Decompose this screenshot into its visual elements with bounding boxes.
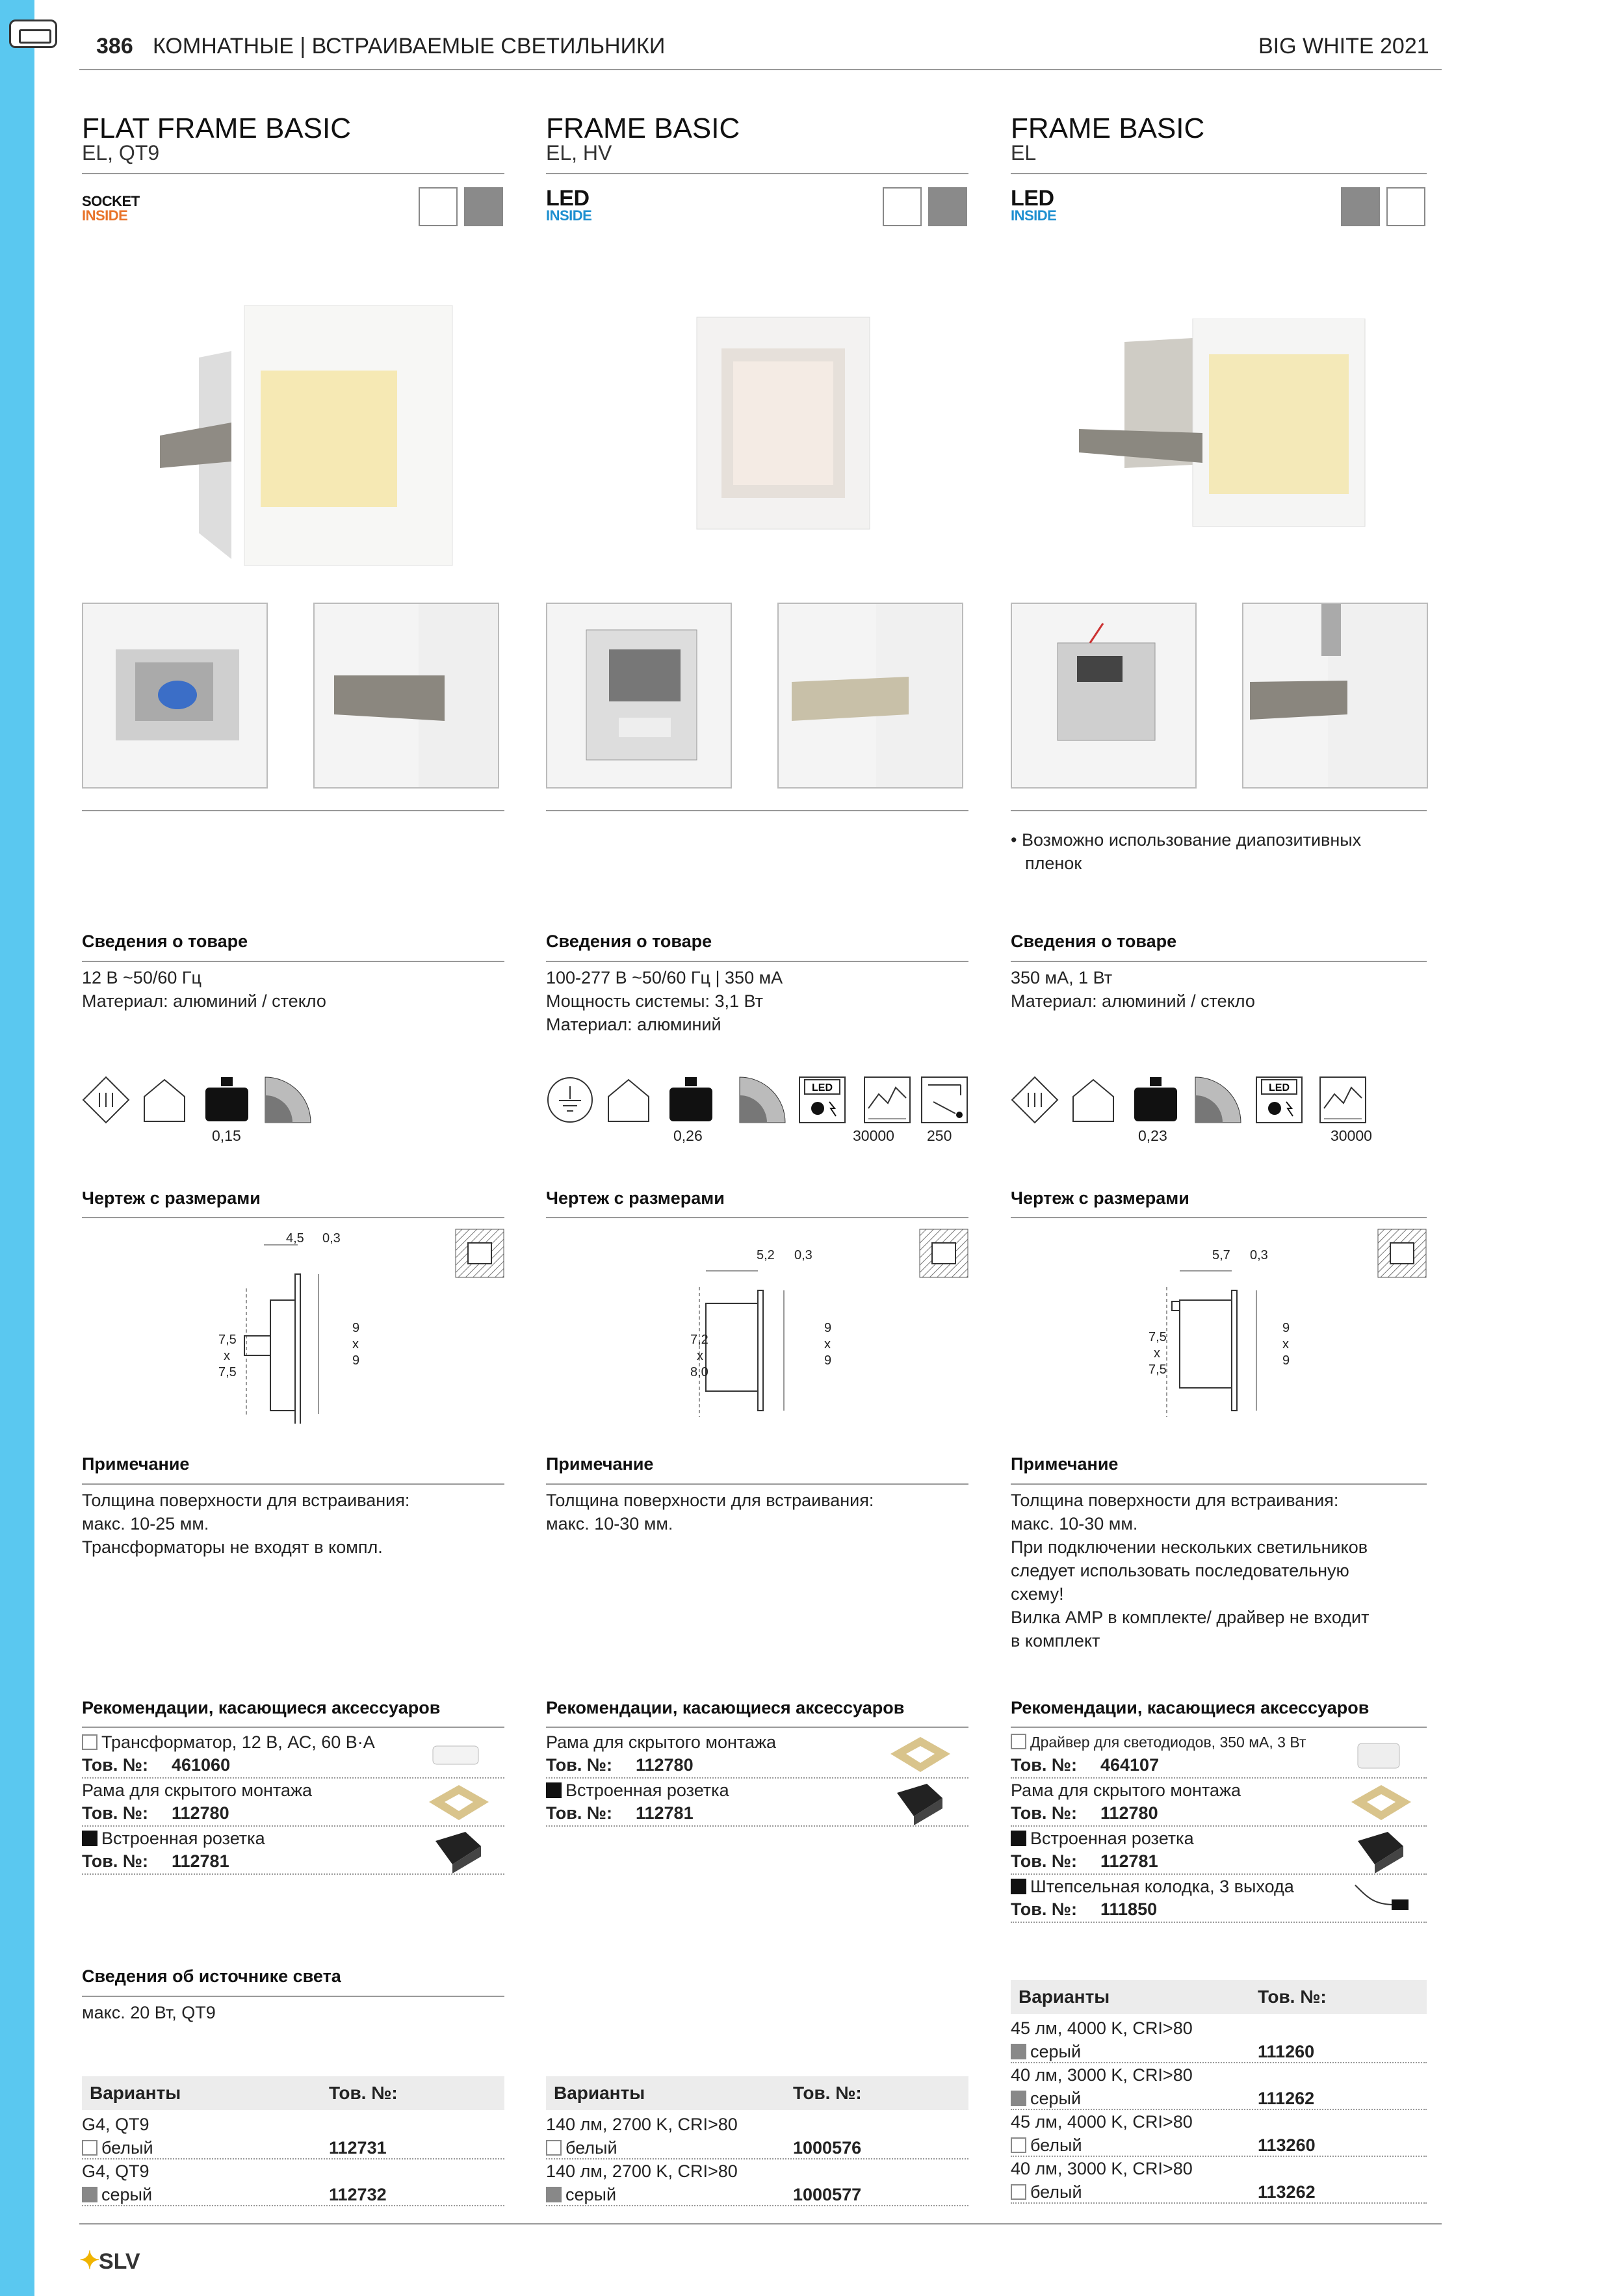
sidebar-stripe: [0, 0, 34, 2296]
accessory-item[interactable]: Встроенная розетка Тов. №: 112781: [82, 1827, 504, 1875]
accessories-divider: [546, 1727, 968, 1728]
variant-row[interactable]: 45 лм, 4000 K, CRI>80 белый 113260: [1011, 2110, 1427, 2157]
variant-row[interactable]: 45 лм, 4000 K, CRI>80 серый 111260: [1011, 2016, 1427, 2063]
lifetime-value: 30000: [1331, 1127, 1372, 1144]
color-swatch-grey[interactable]: [1341, 187, 1380, 226]
accessory-item[interactable]: Рама для скрытого монтажа Тов. №: 112780: [82, 1779, 504, 1827]
dim-cut-x: x: [224, 1349, 230, 1363]
weight-icon: [1132, 1076, 1180, 1124]
dim-size-b: 9: [1282, 1353, 1290, 1368]
info-line: Материал: алюминий / стекло: [82, 991, 326, 1011]
product-title: FLAT FRAME BASIC: [82, 112, 352, 144]
drawing-divider: [546, 1217, 968, 1218]
dim-cut-a: 7,5: [1149, 1330, 1167, 1344]
variant-row[interactable]: G4, QT9 белый 112731: [82, 2113, 504, 2159]
header-divider: [79, 69, 1442, 70]
note-line: Трансформаторы не входят в компл.: [82, 1537, 383, 1557]
beam-angle-icon: [264, 1076, 312, 1124]
svg-text:LED: LED: [812, 1082, 833, 1093]
dim-depth: 4,5: [286, 1231, 304, 1246]
title-divider: [1011, 173, 1427, 174]
transformer-image: [426, 1734, 485, 1773]
note-line: Толщина поверхности для встраивания:: [1011, 1491, 1339, 1510]
title-divider: [546, 173, 968, 174]
title-divider: [82, 173, 504, 174]
note-divider: [1011, 1483, 1427, 1485]
color-swatch-grey[interactable]: [464, 187, 503, 226]
product-subtitle: EL, QT9: [82, 141, 160, 164]
dimension-drawing: [147, 1229, 420, 1424]
lifetime-value: 30000: [853, 1127, 894, 1144]
accessories-heading: Рекомендации, касающиеся аксессуаров: [1011, 1698, 1370, 1717]
info-divider: [546, 961, 968, 962]
led-badge-bottom: INSIDE: [1011, 207, 1057, 224]
protection-class-icon: [82, 1076, 130, 1124]
dim-cut-a: 7,5: [218, 1333, 237, 1347]
dim-size-x: x: [1282, 1337, 1289, 1351]
weight-value: 0,23: [1138, 1127, 1167, 1144]
recessed-light-icon: [9, 20, 57, 48]
info-line: Материал: алюминий: [546, 1015, 721, 1034]
accessories-heading: Рекомендации, касающиеся аксессуаров: [82, 1698, 441, 1717]
color-swatch-white[interactable]: [419, 187, 458, 226]
variant-row[interactable]: 140 лм, 2700 K, CRI>80 серый 1000577: [546, 2159, 968, 2206]
info-divider: [1011, 961, 1427, 962]
product-subtitle: EL, HV: [546, 141, 612, 164]
weight-icon: [203, 1076, 251, 1124]
variant-row[interactable]: 140 лм, 2700 K, CRI>80 белый 1000576: [546, 2113, 968, 2159]
feature-line: • Возможно использование диапозитивных: [1011, 830, 1362, 850]
dim-size-x: x: [352, 1337, 359, 1351]
led-badge-bottom: INSIDE: [546, 207, 592, 224]
note-line: макс. 10-25 мм.: [82, 1514, 209, 1533]
drawing-divider: [1011, 1217, 1427, 1218]
source-divider: [82, 1996, 504, 1997]
cutout-square-icon: [919, 1229, 968, 1278]
led-driver-icon: [798, 1076, 846, 1124]
weight-value: 0,15: [212, 1127, 241, 1144]
accessory-item[interactable]: Встроенная розетка Тов. №: 112781: [546, 1779, 968, 1827]
note-line: макс. 10-30 мм.: [546, 1514, 673, 1533]
brand-sun-icon: ✦: [79, 2247, 100, 2275]
detail-photo-clip: [1242, 603, 1428, 789]
note-line: Толщина поверхности для встраивания:: [546, 1491, 874, 1510]
product-title: FRAME BASIC: [1011, 112, 1205, 144]
beam-angle-icon: [1194, 1076, 1242, 1124]
dim-size-b: 9: [824, 1353, 832, 1368]
info-line: 100-277 В ~50/60 Гц | 350 мА: [546, 968, 783, 987]
weight-icon: [667, 1076, 715, 1124]
flammable-surface-icon: [1069, 1076, 1117, 1124]
photo-divider: [1011, 810, 1427, 811]
dim-size-x: x: [824, 1337, 831, 1351]
drawing-heading: Чертеж с размерами: [82, 1188, 261, 1208]
drawing-divider: [82, 1217, 504, 1218]
svg-text:LED: LED: [1269, 1082, 1290, 1093]
accessory-item[interactable]: Рама для скрытого монтажа Тов. №: 112780: [546, 1730, 968, 1779]
accessories-heading: Рекомендации, касающиеся аксессуаров: [546, 1698, 905, 1717]
dim-size-b: 9: [352, 1353, 360, 1368]
socket-badge-top: SOCKET: [82, 193, 140, 209]
color-swatch-grey[interactable]: [928, 187, 967, 226]
driver-image: [1349, 1734, 1407, 1775]
frame-image: [888, 1734, 953, 1775]
dim-cut-x: x: [1154, 1346, 1160, 1361]
socket-image: [1349, 1827, 1407, 1873]
variant-row[interactable]: G4, QT9 серый 112732: [82, 2159, 504, 2206]
ground-icon: [546, 1076, 594, 1124]
dim-front: 0,3: [794, 1248, 812, 1262]
info-line: 350 мА, 1 Вт: [1011, 968, 1113, 987]
socket-image: [888, 1779, 946, 1825]
accessory-item[interactable]: Встроенная розетка Тов. №: 112781: [1011, 1827, 1427, 1875]
color-swatch-white[interactable]: [1386, 187, 1425, 226]
drawing-heading: Чертеж с размерами: [546, 1188, 725, 1208]
variants-header: Варианты Тов. №:: [82, 2076, 504, 2110]
variant-row[interactable]: 40 лм, 3000 K, CRI>80 белый 113262: [1011, 2157, 1427, 2204]
info-line: 12 В ~50/60 Гц: [82, 968, 201, 987]
dim-front: 0,3: [322, 1231, 341, 1246]
catalog-name: BIG WHITE 2021: [1258, 34, 1429, 59]
dim-front: 0,3: [1250, 1248, 1268, 1262]
photo-divider: [546, 810, 968, 811]
lifetime-graph-icon: [1319, 1076, 1367, 1124]
detail-photo-clip: [777, 603, 963, 789]
note-line: схему!: [1011, 1584, 1064, 1604]
section-title: КОМНАТНЫЕ | ВСТРАИВАЕМЫЕ СВЕТИЛЬНИКИ: [153, 34, 666, 59]
note-line: При подключении нескольких светильников: [1011, 1537, 1368, 1557]
source-text: макс. 20 Вт, QT9: [82, 2003, 216, 2022]
color-swatch-white[interactable]: [883, 187, 922, 226]
led-badge-top: LED: [1011, 186, 1054, 211]
dim-cut-x: x: [697, 1349, 703, 1363]
page-number: 386: [96, 34, 133, 59]
product-main-image: [1079, 319, 1371, 566]
info-heading: Сведения о товаре: [1011, 932, 1177, 951]
socket-badge-bottom: INSIDE: [82, 207, 128, 224]
dim-depth: 5,2: [757, 1248, 775, 1262]
info-heading: Сведения о товаре: [82, 932, 248, 951]
dim-size-a: 9: [1282, 1321, 1290, 1335]
dim-depth: 5,7: [1212, 1248, 1230, 1262]
info-heading: Сведения о товаре: [546, 932, 712, 951]
product-main-image: [695, 316, 871, 530]
frame-image: [1349, 1782, 1414, 1823]
socket-image: [426, 1827, 485, 1873]
cutout-square-icon: [1377, 1229, 1427, 1278]
product-subtitle: EL: [1011, 141, 1037, 164]
weight-value: 0,26: [673, 1127, 703, 1144]
accessory-item[interactable]: Рама для скрытого монтажа Тов. №: 112780: [1011, 1779, 1427, 1827]
mounting-clip: [160, 423, 231, 468]
flammable-surface-icon: [140, 1076, 188, 1124]
note-heading: Примечание: [1011, 1454, 1119, 1474]
detail-photo-back: [1011, 603, 1197, 789]
dim-size-a: 9: [352, 1321, 360, 1335]
lifetime-graph-icon: [863, 1076, 911, 1124]
info-line: Материал: алюминий / стекло: [1011, 991, 1255, 1011]
detail-photo-clip: [313, 603, 499, 789]
info-line: Мощность системы: 3,1 Вт: [546, 991, 764, 1011]
note-divider: [546, 1483, 968, 1485]
note-line: следует использовать последовательную: [1011, 1561, 1349, 1580]
note-line: Толщина поверхности для встраивания:: [82, 1491, 410, 1510]
accessories-divider: [1011, 1727, 1427, 1728]
flux-value: 250: [927, 1127, 952, 1144]
dim-cut-a: 7,2: [690, 1333, 708, 1347]
plug-connector-image: [1349, 1879, 1414, 1919]
dimension-drawing: [611, 1229, 884, 1424]
product-title: FRAME BASIC: [546, 112, 740, 144]
detail-photo-back: [82, 603, 268, 789]
note-line: Вилка AMP в комплекте/ драйвер не входит: [1011, 1608, 1370, 1627]
note-heading: Примечание: [546, 1454, 654, 1474]
drawing-heading: Чертеж с размерами: [1011, 1188, 1189, 1208]
dim-cut-b: 7,5: [218, 1365, 237, 1379]
note-line: макс. 10-30 мм.: [1011, 1514, 1138, 1533]
cutout-square-icon: [455, 1229, 504, 1278]
info-divider: [82, 961, 504, 962]
luminous-flux-icon: [920, 1076, 968, 1124]
brand-logo: SLV: [99, 2249, 140, 2274]
dim-cut-b: 8,0: [690, 1365, 708, 1379]
beam-angle-icon: [738, 1076, 786, 1124]
dim-cut-b: 7,5: [1149, 1363, 1167, 1377]
footer-divider: [79, 2223, 1442, 2224]
variant-row[interactable]: 40 лм, 3000 K, CRI>80 серый 111262: [1011, 2063, 1427, 2110]
accessory-item[interactable]: Драйвер для светодиодов, 350 мА, 3 Вт Тов. №: 464107: [1011, 1730, 1427, 1779]
frame-image: [426, 1782, 491, 1823]
feature-line: пленок: [1025, 854, 1082, 873]
variants-header: Варианты Тов. №:: [546, 2076, 968, 2110]
accessory-item[interactable]: Штепсельная колодка, 3 выхода Тов. №: 111850: [1011, 1875, 1427, 1923]
accessory-item[interactable]: Трансформатор, 12 В, АС, 60 В·А Тов. №: 461060: [82, 1730, 504, 1779]
note-line: в комплект: [1011, 1631, 1100, 1650]
protection-class-icon: [1011, 1076, 1059, 1124]
source-heading: Сведения об источнике света: [82, 1966, 341, 1986]
photo-divider: [82, 810, 504, 811]
variants-header: Варианты Тов. №:: [1011, 1980, 1427, 2014]
led-badge-top: LED: [546, 186, 590, 211]
led-driver-icon: [1255, 1076, 1303, 1124]
note-heading: Примечание: [82, 1454, 190, 1474]
detail-photo-back: [546, 603, 732, 789]
product-main-image: [160, 299, 459, 572]
dim-size-a: 9: [824, 1321, 832, 1335]
flammable-surface-icon: [604, 1076, 653, 1124]
note-divider: [82, 1483, 504, 1485]
accessories-divider: [82, 1727, 504, 1728]
